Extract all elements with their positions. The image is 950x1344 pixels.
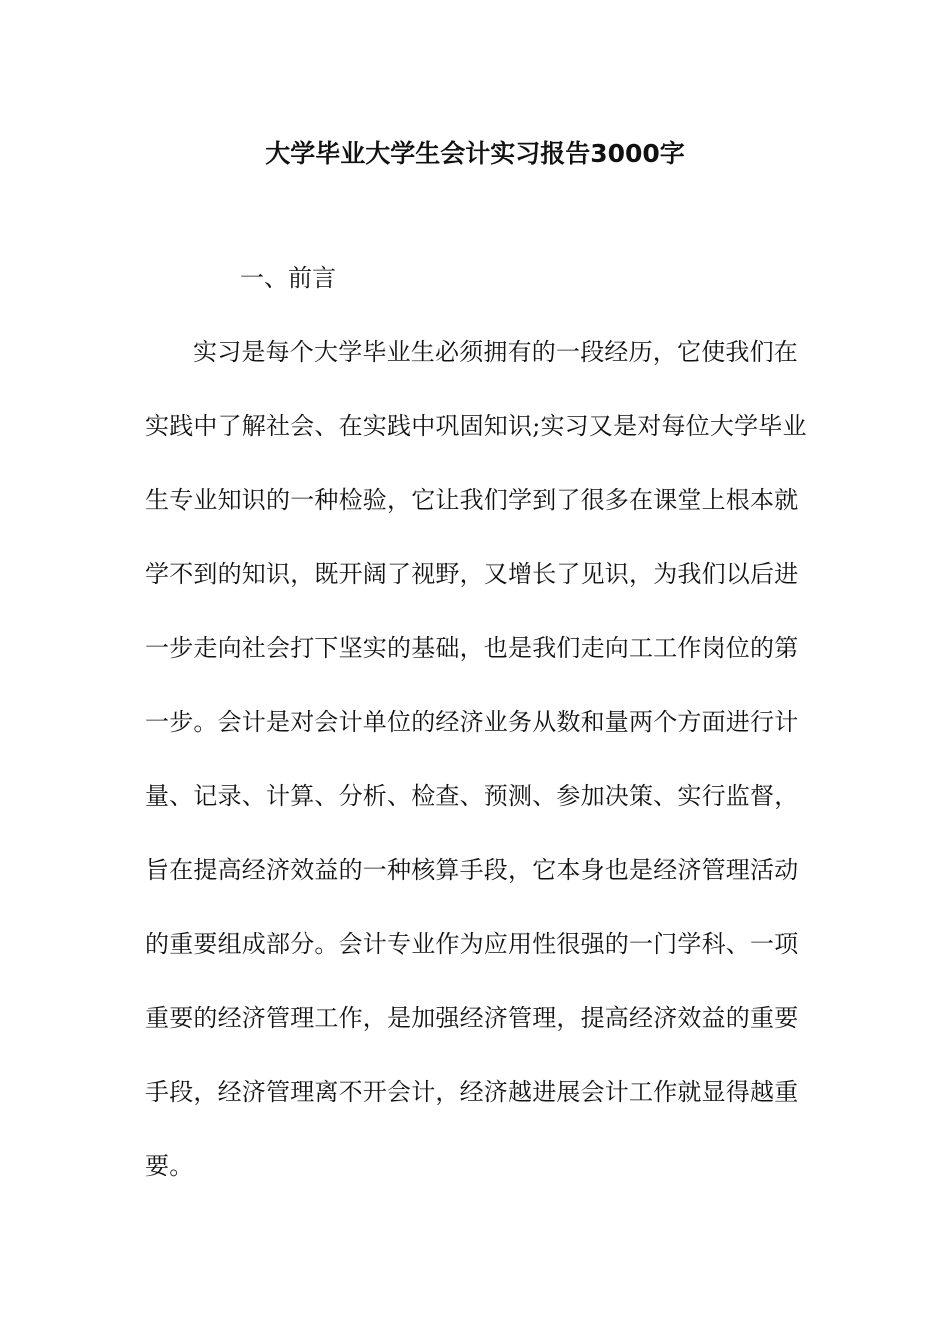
paragraph-line: 要。 [145,1152,194,1180]
paragraph-line: 一步走向社会打下坚实的基础，也是我们走向工工作岗位的第 [145,634,799,662]
paragraph-line: 手段，经济管理离不开会计，经济越进展会计工作就显得越重 [145,1078,799,1106]
paragraph-line: 生专业知识的一种检验，它让我们学到了很多在课堂上根本就 [145,486,799,514]
paragraph-line: 重要的经济管理工作，是加强经济管理，提高经济效益的重要 [145,1004,799,1032]
section-heading-preface: 一、前言 [240,264,336,292]
paragraph-line: 实习是每个大学毕业生必须拥有的一段经历，它使我们在 [193,338,798,366]
paragraph-line: 旨在提高经济效益的一种核算手段，它本身也是经济管理活动 [145,856,799,884]
body-paragraph [145,327,810,1215]
paragraph-line: 学不到的知识，既开阔了视野，又增长了见识，为我们以后进 [145,560,799,588]
paragraph-line: 量、记录、计算、分析、检查、预测、参加决策、实行监督， [145,782,799,810]
paragraph-line: 的重要组成部分。会计专业作为应用性很强的一门学科、一项 [145,930,799,958]
paragraph-line: 一步。会计是对会计单位的经济业务从数和量两个方面进行计 [145,708,799,736]
document-title: 大学毕业大学生会计实习报告3000字 [265,139,685,168]
paragraph-line: 实践中了解社会、在实践中巩固知识;实习又是对每位大学毕业 [145,412,807,440]
